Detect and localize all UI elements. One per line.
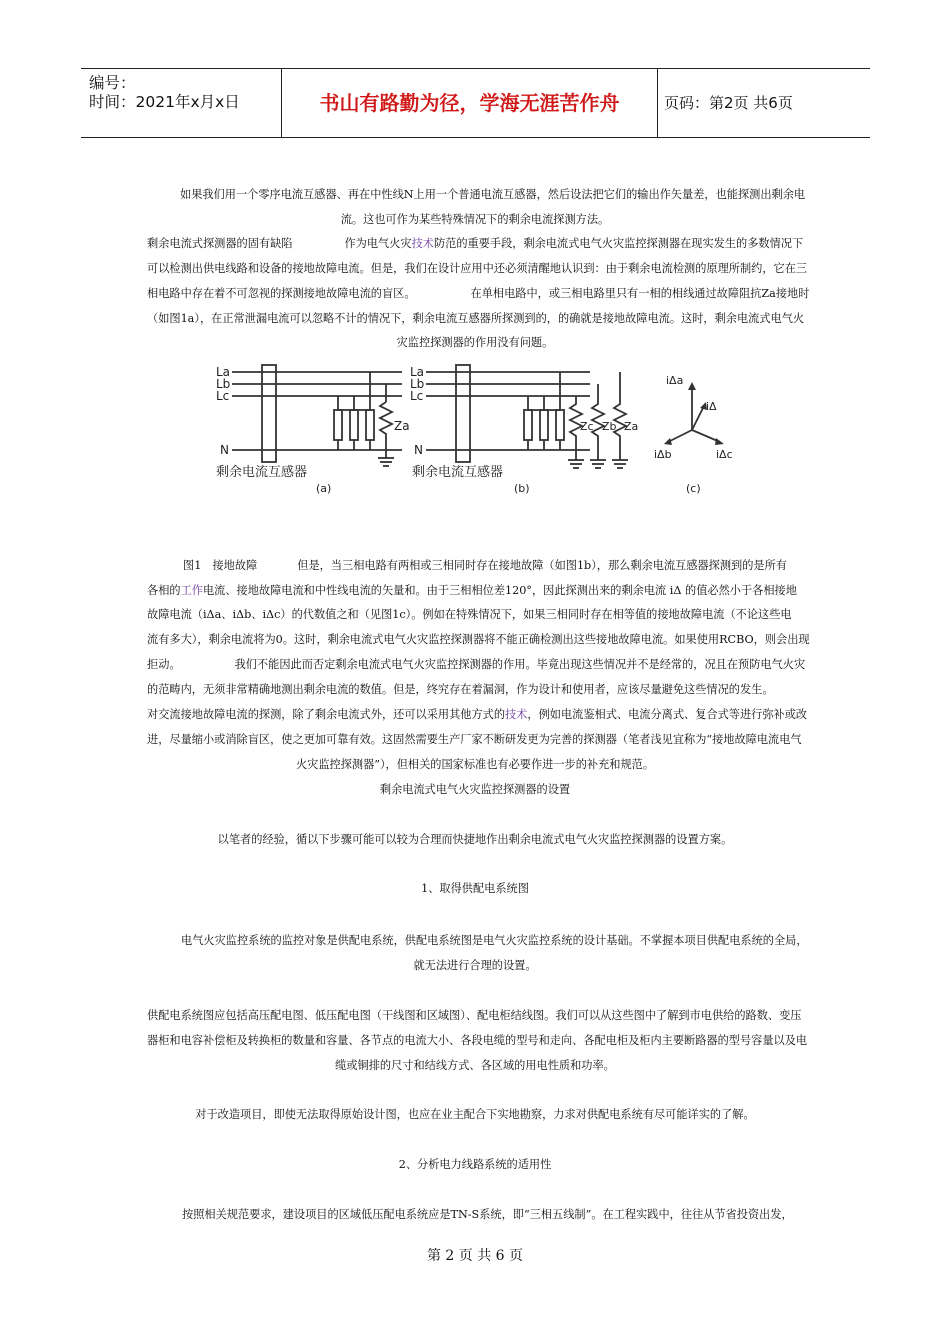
- figure-caption: 图1 接地故障: [183, 559, 258, 572]
- technology-link[interactable]: 技术: [505, 708, 528, 721]
- paragraph-line: 剩余电流式探测器的固有缺陷 作为电气火灾技术防范的重要手段，剩余电流式电气火灾监控探测器在现实发生的多数情况下: [147, 237, 804, 250]
- paragraph-line: 供配电系统图应包括高压配电图、低压配电图（干线图和区域图）、配电柜结线图。我们可以从这些图中了解到市电供给的路数、变压: [147, 1009, 802, 1022]
- paragraph-line: 器柜和电容补偿柜及转换柜的数量和容量、各节点的电流大小、各段电缆的型号和走向、各配电柜及柜内主要断路器的型号容量以及电: [147, 1034, 808, 1047]
- impedance-label: Zb: [602, 420, 617, 433]
- caption-c: (c): [686, 482, 701, 495]
- caption-a: (a): [316, 482, 332, 495]
- header-page-info: 页码：第2页 共6页: [664, 94, 793, 112]
- paragraph-line: （如图1a），在正常泄漏电流可以忽略不计的情况下，剩余电流互感器所探测到的，的确就是接地故障电流。这时，剩余电流式电气火: [147, 312, 805, 325]
- doc-number-label: 编号：: [89, 74, 136, 92]
- paragraph-line: 相电路中存在着不可忽视的探测接地故障电流的盲区。 在单相电路中，或三相电路里只有一相的相线通过故障阻抗Za接地时: [147, 287, 810, 300]
- paragraph-line: 电气火灾监控系统的监控对象是供配电系统，供配电系统图是电气火灾监控系统的设计基础。不掌握本项目供配电系统的全局，: [181, 934, 808, 947]
- vector-label: iΔ: [706, 400, 717, 413]
- paragraph-line: 就无法进行合理的设置。: [413, 959, 537, 972]
- work-link[interactable]: 工作: [180, 584, 203, 597]
- paragraph-line: 拒动。 我们不能因此而否定剩余电流式电气火灾监控探测器的作用。毕竟出现这些情况并不是经常的，况且在预防电气火灾: [147, 658, 806, 671]
- paragraph-line: 进，尽量缩小或消除盲区，使之更加可靠有效。这固然需要生产厂家不断研发更为完善的探测器（笔者浅见宜称为“接地故障电流电气: [147, 733, 802, 746]
- section-title: 剩余电流式电气火灾监控探测器的设置: [379, 783, 571, 796]
- paragraph-line: 的范畴内，无须非常精确地测出剩余电流的数值。但是，终究存在着漏洞，作为设计和使用者，应该尽量避免这些情况的发生。: [147, 683, 774, 696]
- paragraph-line: 图1 接地故障 但是，当三相电路有两相或三相同时存在接地故障（如图1b），那么剩余电流互感器探测到的是所有: [183, 559, 787, 572]
- phase-b-label: Lb: [216, 377, 231, 391]
- paragraph-line: 故障电流（iΔa、iΔb、iΔc）的代数值之和（见图1c）。例如在特殊情况下，如果三相同时存在相等值的接地故障电流（不论这些电: [147, 608, 792, 621]
- neutral-label: N: [414, 443, 423, 457]
- phase-b-label: Lb: [410, 377, 425, 391]
- impedance-label: Zc: [580, 420, 594, 433]
- phase-a-label: La: [216, 365, 231, 379]
- section-heading-inline: 剩余电流式探测器的固有缺陷: [147, 237, 293, 250]
- step-heading: 2、分析电力线路系统的适用性: [398, 1158, 552, 1171]
- page-footer: 第 2 页 共 6 页: [426, 1248, 524, 1264]
- paragraph-line: 对于改造项目，即使无法取得原始设计图，也应在业主配合下实地勘察，力求对供配电系统有尽可能详实的了解。: [195, 1108, 755, 1121]
- doc-time-label: 时间：2021年x月x日: [89, 93, 240, 111]
- phase-c-label: Lc: [216, 389, 230, 403]
- neutral-label: N: [220, 443, 229, 457]
- caption-b: (b): [514, 482, 530, 495]
- step-heading: 1、取得供配电系统图: [421, 882, 529, 895]
- paragraph-line: 各相的工作电流、接地故障电流和中性线电流的矢量和。由于三相相位差120°，因此探测出来的剩余电流 iΔ 的值必然小于各相接地: [147, 584, 797, 597]
- paragraph-line: 流有多大），剩余电流将为0。这时，剩余电流式电气火灾监控探测器将不能正确检测出这些接地故障电流。如果使用RCBO，则会出现: [147, 633, 810, 646]
- page-header: [81, 68, 870, 138]
- ct-label: 剩余电流互感器: [412, 465, 504, 480]
- vector-label: iΔc: [716, 448, 733, 461]
- impedance-label: Za: [394, 419, 410, 433]
- vector-label: iΔa: [666, 374, 684, 387]
- header-motto: 书山有路勤为径，学海无涯苦作舟: [282, 69, 658, 137]
- ground-fault-figure: [210, 362, 750, 502]
- paragraph-line: 可以检测出供电线路和设备的接地故障电流。但是，我们在设计应用中还必须清醒地认识到：由于剩余电流检测的原理所制约，它在三: [147, 262, 808, 275]
- phase-a-label: La: [410, 365, 425, 379]
- paragraph-line: 以笔者的经验，循以下步骤可能可以较为合理而快捷地作出剩余电流式电气火灾监控探测器的设置方案。: [217, 833, 733, 846]
- paragraph-line: 缆或铜排的尺寸和结线方式、各区域的用电性质和功率。: [335, 1059, 615, 1072]
- ct-label: 剩余电流互感器: [216, 465, 308, 480]
- paragraph-line: 按照相关规范要求，建设项目的区域低压配电系统应是TN-S系统，即“三相五线制”。在工程实践中，往往从节省投资出发，: [182, 1208, 793, 1221]
- header-meta: [81, 69, 282, 137]
- vector-label: iΔb: [654, 448, 672, 461]
- paragraph-line: 对交流接地故障电流的探测，除了剩余电流式外，还可以采用其他方式的技术，例如电流鉴相式、电流分离式、复合式等进行弥补或改: [147, 708, 808, 721]
- phase-c-label: Lc: [410, 389, 424, 403]
- impedance-label: Za: [624, 420, 639, 433]
- paragraph-line: 流。这也可作为某些特殊情况下的剩余电流探测方法。: [340, 213, 610, 226]
- technology-link[interactable]: 技术: [411, 237, 434, 250]
- paragraph-line: 如果我们用一个零序电流互感器、再在中性线N上用一个普通电流互感器，然后设法把它们的输出作矢量差，也能探测出剩余电: [180, 188, 806, 201]
- paragraph-line: 火灾监控探测器”），但相关的国家标准也有必要作进一步的补充和规范。: [295, 758, 655, 771]
- paragraph-line: 灾监控探测器的作用没有问题。: [396, 336, 554, 349]
